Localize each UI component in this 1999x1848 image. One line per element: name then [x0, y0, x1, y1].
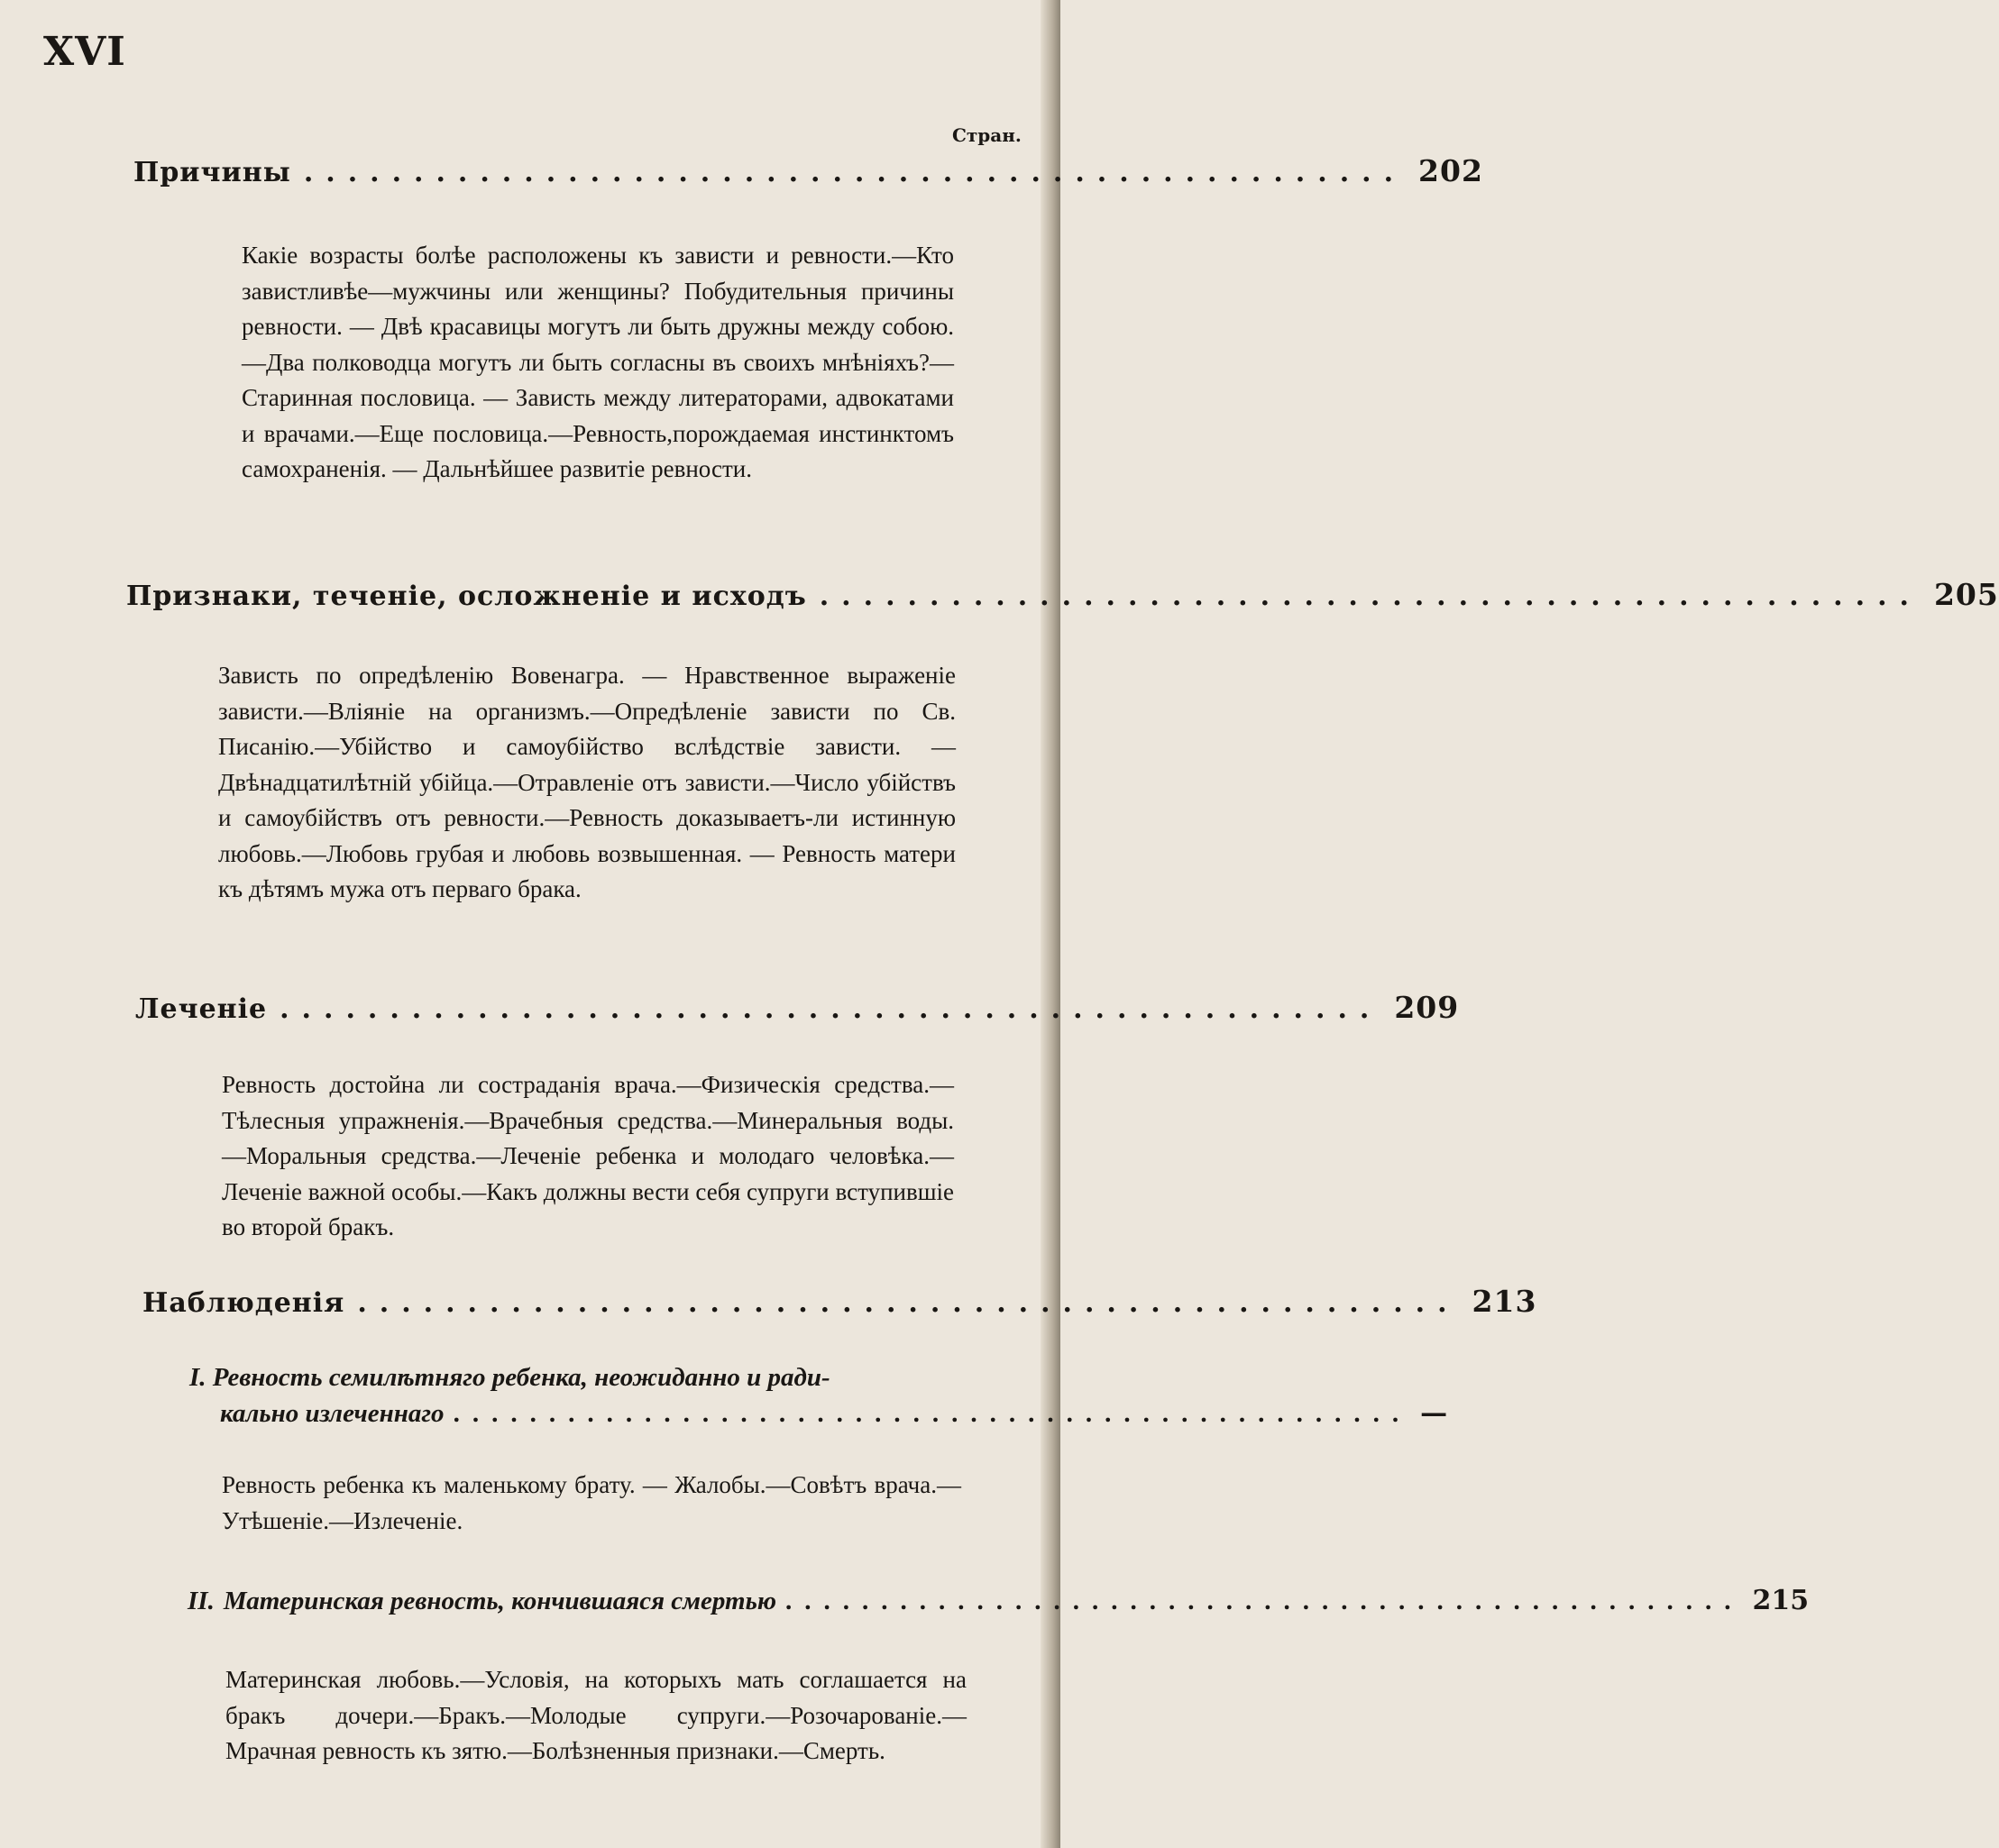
observation-page: —: [1420, 1397, 1448, 1429]
observation-title-line: [189, 1395, 1448, 1432]
toc-entry-observations[interactable]: [142, 1284, 1537, 1319]
page-edge-shadow: [1041, 0, 1060, 1848]
toc-leader-dots: ..................................................: [785, 1587, 1744, 1615]
toc-leader-dots: ..................................................: [819, 581, 1921, 612]
toc-entry-page: 209: [1394, 990, 1460, 1025]
observation-entry-2[interactable]: [188, 1583, 1810, 1619]
observation-title: Ревность семилѣтняго ребенка, неожиданно и ради-: [212, 1363, 830, 1392]
observation-summary: Ревность ребенка къ маленькому брату. — Жалобы.—Совѣтъ врача.—Утѣшеніе.—Излеченіе.: [222, 1471, 961, 1534]
toc-leader-dots: ..................................................: [453, 1399, 1412, 1428]
toc-entry-summary: Какіе возрасты болѣе расположены къ зависти и ревности.—Кто завистливѣе—мужчины или женщины? Побудительныя причины ревности. — Двѣ красавицы могутъ ли быть дружны между собою.—Два полководца могутъ ли быть согласны въ своихъ мнѣніяхъ?—Старинная пословица. — Зависть между литераторами, адвокатами и врачами.—Еще пословица.—Ревность,порождаемая инстинктомъ самохраненія. — Дальнѣйшее развитіе ревности.: [242, 242, 954, 482]
page-folio: XVI: [43, 29, 126, 75]
observation-title: Материнская ревность, кончившаяся смертью: [223, 1587, 776, 1615]
toc-entry-title: Признаки, теченіе, осложненіе и исходъ: [126, 581, 807, 612]
toc-entry-page: 213: [1472, 1284, 1537, 1319]
toc-entry-causes[interactable]: [133, 153, 1483, 188]
observation-title-line: [188, 1583, 1810, 1619]
observation-numeral: I.: [189, 1363, 206, 1392]
toc-leader-dots: ..................................................: [303, 157, 1407, 188]
observation-entry-1[interactable]: [189, 1359, 1448, 1432]
toc-entry-page: 202: [1418, 153, 1483, 188]
toc-entry-signs[interactable]: [126, 577, 1999, 612]
toc-entry-title: Леченіе: [135, 993, 268, 1025]
observation-title-line: [189, 1359, 1041, 1395]
observation-summary: Материнская любовь.—Условія, на которыхъ мать соглашается на бракъ дочери.—Бракъ.—Молодые супруги.—Розочарованіе.—Мрачная ревность къ зятю.—Болѣзненныя признаки.—Смерть.: [225, 1666, 967, 1764]
toc-leader-dots: ..................................................: [357, 1287, 1460, 1319]
observation-numeral: II.: [188, 1587, 215, 1615]
toc-entry-summary: Зависть по опредѣленію Вовенагра. — Нравственное выраженіе зависти.—Вліяніе на организмъ.—Опредѣленіе зависти по Св. Писанію.—Убійство и самоубійство вслѣдствіе зависти. — Двѣнадцатилѣтній убійца.—Отравленіе отъ зависти.—Число убійствъ и самоубійствъ отъ ревности.—Ревность доказываетъ-ли истинную любовь.—Любовь грубая и любовь возвышенная. — Ревность матери къ дѣтямъ мужа отъ перваго брака.: [218, 662, 956, 902]
toc-entry-summary: Ревность достойна ли состраданія врача.—Физическія средства.—Тѣлесныя упражненія.—Врачебныя средства.—Минеральныя воды.—Моральныя средства.—Леченіе ребенка и молодаго человѣка.—Леченіе важной особы.—Какъ должны вести себя супруги вступившіе во второй бракъ.: [222, 1071, 954, 1240]
toc-entry-title: Наблюденія: [142, 1287, 345, 1319]
observation-title-cont: кально излеченнаго: [220, 1399, 445, 1428]
toc-entry-title: Причины: [133, 157, 291, 188]
toc-entry-treatment[interactable]: [135, 990, 1460, 1025]
toc-leader-dots: ..................................................: [280, 993, 1382, 1025]
toc-entry-page: 205: [1933, 577, 1999, 612]
observation-page: 215: [1752, 1585, 1810, 1616]
page-column-label: Стран.: [952, 124, 1022, 146]
